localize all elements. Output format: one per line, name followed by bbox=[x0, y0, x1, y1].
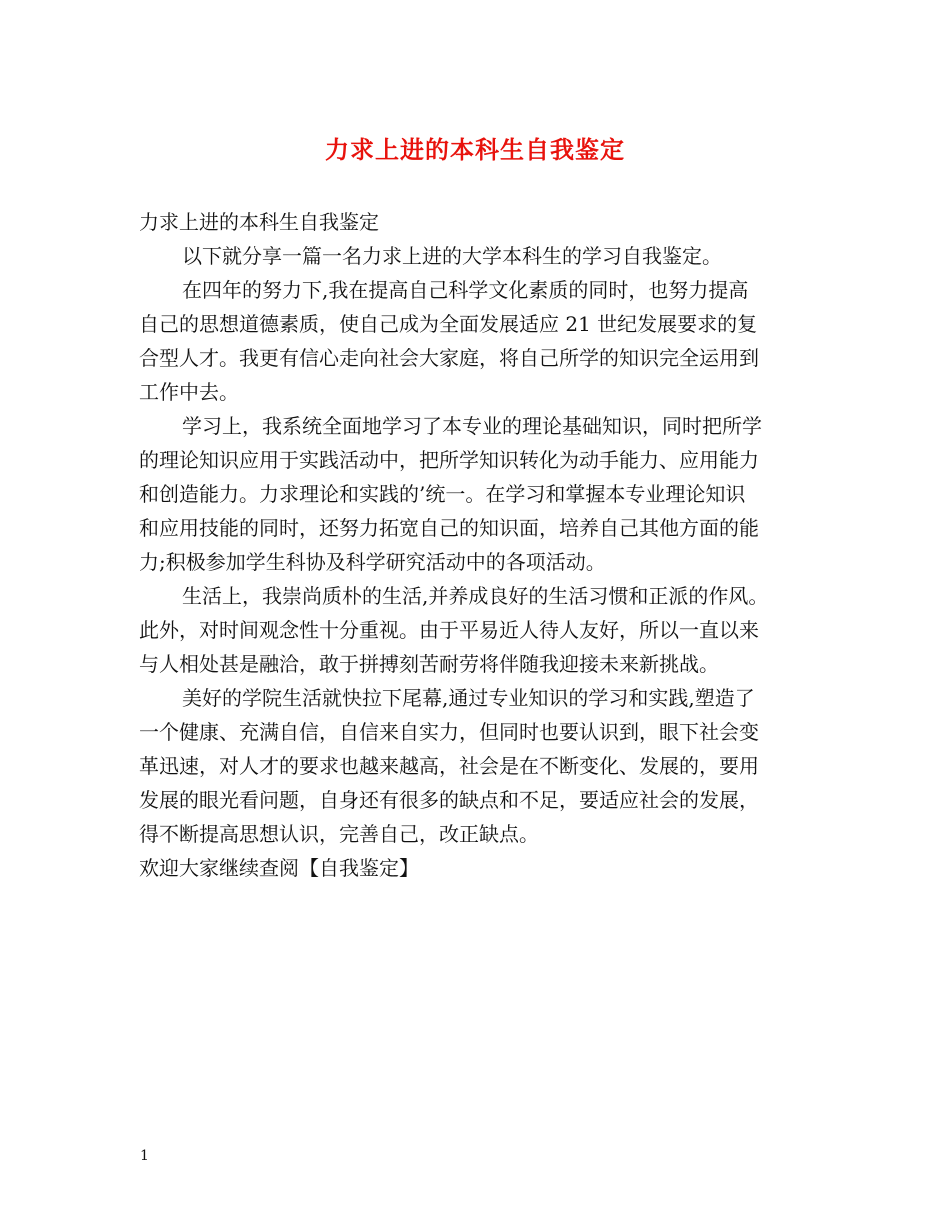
body-line: 美好的学院生活就快拉下尾幕,通过专业知识的学习和实践,塑造了 bbox=[182, 686, 755, 710]
body-line: 学习上，我系统全面地学习了本专业的理论基础知识，同时把所学 bbox=[182, 414, 762, 438]
body-line: 合型人才。我更有信心走向社会大家庭，将自己所学的知识完全运用到 bbox=[139, 346, 759, 370]
body-line: 以下就分享一篇一名力求上进的大学本科生的学习自我鉴定。 bbox=[182, 244, 722, 268]
document-title: 力求上进的本科生自我鉴定 bbox=[325, 135, 625, 164]
body-line: 此外，对时间观念性十分重视。由于平易近人待人友好，所以一直以来 bbox=[139, 618, 759, 642]
document-body bbox=[139, 205, 815, 885]
body-line: 生活上，我崇尚质朴的生活,并养成良好的生活习惯和正派的作风。 bbox=[182, 584, 769, 608]
body-line: 的理论知识应用于实践活动中，把所学知识转化为动手能力、应用能力 bbox=[139, 448, 759, 472]
body-line: 得不断提高思想认识，完善自己，改正缺点。 bbox=[139, 822, 539, 846]
body-line: 与人相处甚是融洽，敢于拼搏刻苦耐劳将伴随我迎接未来新挑战。 bbox=[139, 652, 719, 676]
body-line: 欢迎大家继续查阅【自我鉴定】 bbox=[139, 856, 419, 880]
body-line: 工作中去。 bbox=[139, 380, 239, 404]
body-line: 力求上进的本科生自我鉴定 bbox=[139, 210, 379, 234]
body-line: 和创造能力。力求理论和实践的’统一。在学习和掌握本专业理论知识 bbox=[139, 482, 746, 506]
body-line: 自己的思想道德素质，使自己成为全面发展适应 21 世纪发展要求的复 bbox=[139, 312, 758, 336]
body-line: 和应用技能的同时，还努力拓宽自己的知识面，培养自己其他方面的能 bbox=[139, 516, 759, 540]
body-line: 一个健康、充满自信，自信来自实力，但同时也要认识到，眼下社会变 bbox=[139, 720, 759, 744]
body-line: 发展的眼光看问题，自身还有很多的缺点和不足，要适应社会的发展， bbox=[139, 788, 759, 812]
body-line: 力;积极参加学生科协及科学研究活动中的各项活动。 bbox=[139, 550, 606, 574]
body-line: 革迅速，对人才的要求也越来越高，社会是在不断变化、发展的，要用 bbox=[139, 754, 759, 778]
page-number: 1 bbox=[140, 1148, 149, 1164]
body-line: 在四年的努力下,我在提高自己科学文化素质的同时，也努力提高 bbox=[182, 278, 749, 302]
